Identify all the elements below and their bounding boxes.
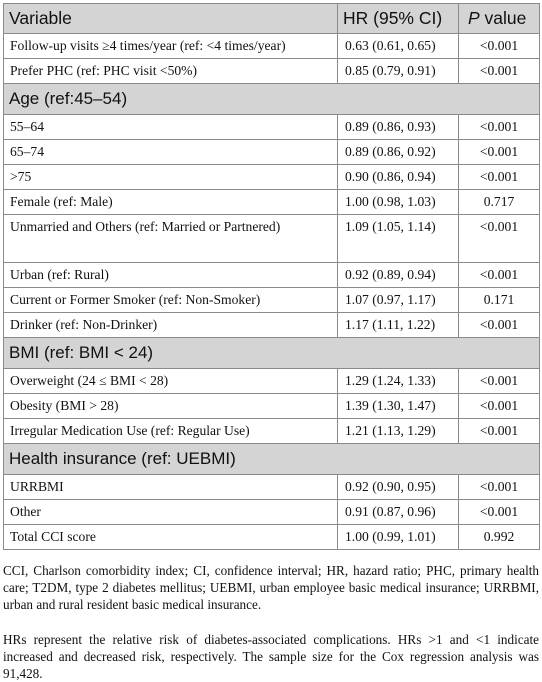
- variable-cell: Obesity (BMI > 28): [4, 394, 338, 419]
- p-value-cell: <0.001: [459, 140, 540, 165]
- variable-cell: Irregular Medication Use (ref: Regular Use): [4, 419, 338, 444]
- hr-ci-cell: 0.92 (0.89, 0.94): [338, 263, 459, 288]
- variable-cell: 55–64: [4, 115, 338, 140]
- p-value-cell: <0.001: [459, 475, 540, 500]
- table-row: [4, 288, 540, 313]
- p-value-cell: <0.001: [459, 500, 540, 525]
- p-value-cell: 0.992: [459, 525, 540, 550]
- variable-cell: 65–74: [4, 140, 338, 165]
- hr-ci-cell: 1.29 (1.24, 1.33): [338, 369, 459, 394]
- p-value-cell: <0.001: [459, 215, 540, 263]
- variable-cell: Overweight (24 ≤ BMI < 28): [4, 369, 338, 394]
- p-italic-label: P: [468, 8, 480, 28]
- p-value-cell: <0.001: [459, 59, 540, 84]
- p-value-cell: <0.001: [459, 419, 540, 444]
- variable-cell: URRBMI: [4, 475, 338, 500]
- table-row: [4, 419, 540, 444]
- hr-column-header: HR (95% CI): [338, 4, 459, 34]
- table-row: [4, 59, 540, 84]
- table-row: [4, 215, 540, 263]
- interpretation-footnote: HRs represent the relative risk of diabetes-associated complications. HRs >1 and <1 indicate increased and decreased risk, respectively. The sample size for the Cox regression analysis was 91,428.: [3, 632, 539, 681]
- variable-column-header: Variable: [4, 4, 338, 34]
- variable-cell: Unmarried and Others (ref: Married or Partnered): [4, 215, 338, 263]
- hazard-ratio-table: [3, 3, 540, 550]
- hr-ci-cell: 1.09 (1.05, 1.14): [338, 215, 459, 263]
- table-header: [4, 4, 540, 34]
- header-row: [4, 4, 540, 34]
- variable-cell: Total CCI score: [4, 525, 338, 550]
- table-row: [4, 34, 540, 59]
- p-value-cell: <0.001: [459, 115, 540, 140]
- section-label: Age (ref:45–54): [4, 84, 540, 115]
- p-value-cell: <0.001: [459, 313, 540, 338]
- section-label: Health insurance (ref: UEBMI): [4, 444, 540, 475]
- variable-cell: Urban (ref: Rural): [4, 263, 338, 288]
- variable-cell: Female (ref: Male): [4, 190, 338, 215]
- table-row: [4, 369, 540, 394]
- table-body: [4, 34, 540, 550]
- hr-ci-cell: 0.92 (0.90, 0.95): [338, 475, 459, 500]
- p-value-cell: <0.001: [459, 394, 540, 419]
- p-value-label: value: [479, 8, 527, 28]
- table-row: [4, 500, 540, 525]
- hr-ci-cell: 1.17 (1.11, 1.22): [338, 313, 459, 338]
- p-value-cell: <0.001: [459, 34, 540, 59]
- hr-ci-cell: 0.89 (0.86, 0.93): [338, 115, 459, 140]
- hr-ci-cell: 0.91 (0.87, 0.96): [338, 500, 459, 525]
- section-header-row: [4, 84, 540, 115]
- hr-ci-cell: 1.00 (0.98, 1.03): [338, 190, 459, 215]
- table-row: [4, 165, 540, 190]
- p-value-cell: 0.717: [459, 190, 540, 215]
- hr-ci-cell: 0.89 (0.86, 0.92): [338, 140, 459, 165]
- table-row: [4, 525, 540, 550]
- table-row: [4, 263, 540, 288]
- hr-ci-cell: 0.85 (0.79, 0.91): [338, 59, 459, 84]
- table-row: [4, 115, 540, 140]
- variable-cell: Prefer PHC (ref: PHC visit <50%): [4, 59, 338, 84]
- table-row: [4, 475, 540, 500]
- p-value-column-header: [459, 4, 540, 34]
- p-value-cell: <0.001: [459, 369, 540, 394]
- abbreviations-footnote: CCI, Charlson comorbidity index; CI, confidence interval; HR, hazard ratio; PHC, primary health care; T2DM, type 2 diabetes mellitus; UEBMI, urban employee basic medical insurance; URRBMI, urban and rural resident basic medical insurance.: [3, 563, 539, 612]
- hr-ci-cell: 1.39 (1.30, 1.47): [338, 394, 459, 419]
- table-row: [4, 190, 540, 215]
- hr-ci-cell: 0.63 (0.61, 0.65): [338, 34, 459, 59]
- table-row: [4, 394, 540, 419]
- p-value-cell: <0.001: [459, 165, 540, 190]
- p-value-cell: <0.001: [459, 263, 540, 288]
- hr-ci-cell: 1.00 (0.99, 1.01): [338, 525, 459, 550]
- table-row: [4, 313, 540, 338]
- variable-cell: >75: [4, 165, 338, 190]
- hr-ci-cell: 1.07 (0.97, 1.17): [338, 288, 459, 313]
- section-header-row: [4, 444, 540, 475]
- table-row: [4, 140, 540, 165]
- section-header-row: [4, 338, 540, 369]
- p-value-cell: 0.171: [459, 288, 540, 313]
- variable-cell: Follow-up visits ≥4 times/year (ref: <4 times/year): [4, 34, 338, 59]
- variable-cell: Current or Former Smoker (ref: Non-Smoker): [4, 288, 338, 313]
- variable-cell: Drinker (ref: Non-Drinker): [4, 313, 338, 338]
- hr-ci-cell: 1.21 (1.13, 1.29): [338, 419, 459, 444]
- hr-ci-cell: 0.90 (0.86, 0.94): [338, 165, 459, 190]
- section-label: BMI (ref: BMI < 24): [4, 338, 540, 369]
- variable-cell: Other: [4, 500, 338, 525]
